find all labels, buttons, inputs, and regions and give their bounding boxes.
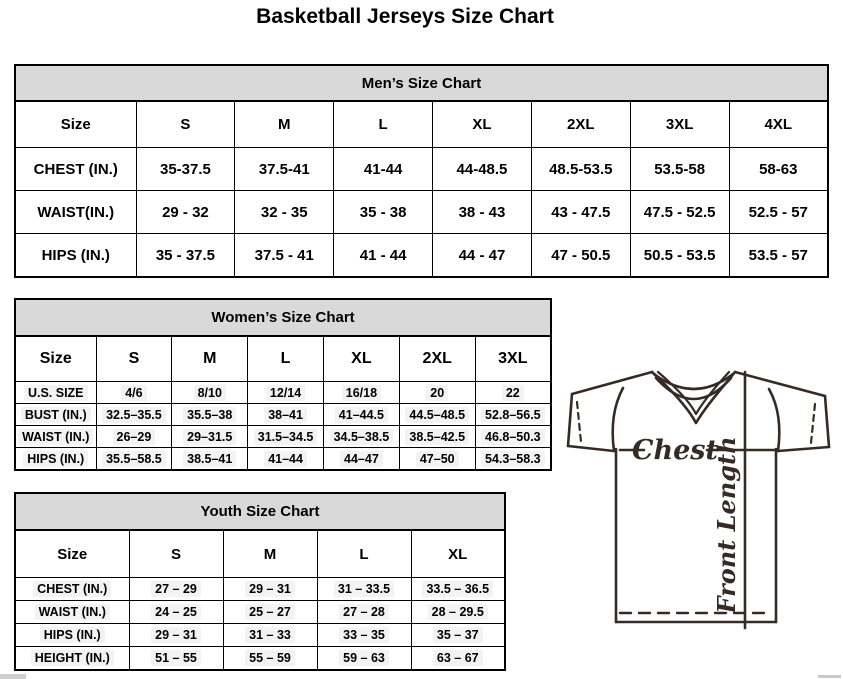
- size-value-cell: 32 - 35: [235, 191, 334, 234]
- size-value-cell: 20: [399, 382, 475, 404]
- size-value-cell: 27 – 29: [129, 578, 223, 601]
- table-row: [15, 234, 828, 278]
- column-header-cell: L: [248, 337, 324, 382]
- column-header-cell: XL: [411, 531, 505, 578]
- size-value-cell: 41–44: [248, 448, 324, 471]
- bottom-left-fragment: [0, 674, 26, 679]
- size-value-cell: 47 - 50.5: [531, 234, 630, 278]
- youth-size-table: [14, 530, 506, 671]
- size-value-cell: 44 - 47: [433, 234, 532, 278]
- column-header-cell: XL: [323, 337, 399, 382]
- size-value-cell: 33 – 35: [317, 624, 411, 647]
- size-value-cell: 38 - 43: [433, 191, 532, 234]
- size-value-cell: 8/10: [172, 382, 248, 404]
- row-label-cell: HIPS (IN.): [15, 448, 96, 471]
- column-header-cell: 2XL: [531, 102, 630, 148]
- size-value-cell: 55 – 59: [223, 647, 317, 671]
- size-value-cell: 27 – 28: [317, 601, 411, 624]
- jersey-outline-icon: [557, 362, 842, 664]
- column-header-cell: S: [136, 102, 235, 148]
- size-value-cell: 41–44.5: [323, 404, 399, 426]
- mens-chart-title-band: [14, 64, 829, 101]
- womens-chart-title: Women’s Size Chart: [211, 309, 355, 326]
- table-row: [15, 601, 505, 624]
- row-label-cell: WAIST(IN.): [15, 191, 136, 234]
- column-header-cell: 4XL: [729, 102, 828, 148]
- size-value-cell: 41 - 44: [334, 234, 433, 278]
- table-row: [15, 647, 505, 671]
- size-value-cell: 38.5–42.5: [399, 426, 475, 448]
- chest-label: Chest: [632, 435, 718, 466]
- size-value-cell: 35 - 38: [334, 191, 433, 234]
- table-row: [15, 382, 551, 404]
- row-label-cell: CHEST (IN.): [15, 148, 136, 191]
- size-value-cell: 29–31.5: [172, 426, 248, 448]
- size-value-cell: 34.5–38.5: [323, 426, 399, 448]
- column-header-cell: 2XL: [399, 337, 475, 382]
- womens-chart-title-band: [14, 298, 552, 336]
- size-value-cell: 38–41: [248, 404, 324, 426]
- size-value-cell: 46.8–50.3: [475, 426, 551, 448]
- size-value-cell: 51 – 55: [129, 647, 223, 671]
- row-label-cell: WAIST (IN.): [15, 601, 129, 624]
- size-value-cell: 35-37.5: [136, 148, 235, 191]
- size-value-cell: 35.5–58.5: [96, 448, 172, 471]
- column-header-cell: L: [317, 531, 411, 578]
- corner-label-cell: Size: [15, 337, 96, 382]
- size-value-cell: 50.5 - 53.5: [630, 234, 729, 278]
- table-row: [15, 578, 505, 601]
- size-value-cell: 29 - 32: [136, 191, 235, 234]
- mens-size-table: [14, 101, 829, 278]
- page-title: Basketball Jerseys Size Chart: [256, 5, 554, 28]
- size-value-cell: 54.3–58.3: [475, 448, 551, 471]
- size-value-cell: 44-48.5: [433, 148, 532, 191]
- size-value-cell: 22: [475, 382, 551, 404]
- corner-label-cell: Size: [15, 531, 129, 578]
- size-value-cell: 38.5–41: [172, 448, 248, 471]
- size-value-cell: 12/14: [248, 382, 324, 404]
- row-label-cell: CHEST (IN.): [15, 578, 129, 601]
- size-value-cell: 37.5 - 41: [235, 234, 334, 278]
- table-row: [15, 426, 551, 448]
- row-label-cell: HEIGHT (IN.): [15, 647, 129, 671]
- size-value-cell: 29 – 31: [129, 624, 223, 647]
- column-header-cell: 3XL: [630, 102, 729, 148]
- size-value-cell: 35 - 37.5: [136, 234, 235, 278]
- mens-chart-title: Men’s Size Chart: [361, 74, 482, 92]
- row-label-cell: HIPS (IN.): [15, 234, 136, 278]
- size-value-cell: 35 – 37: [411, 624, 505, 647]
- column-header-cell: XL: [433, 102, 532, 148]
- size-value-cell: 44–47: [323, 448, 399, 471]
- size-value-cell: 41-44: [334, 148, 433, 191]
- table-row: [15, 148, 828, 191]
- size-value-cell: 63 – 67: [411, 647, 505, 671]
- jersey-measurement-diagram: [557, 362, 842, 664]
- column-header-cell: M: [223, 531, 317, 578]
- size-value-cell: 29 – 31: [223, 578, 317, 601]
- row-label-cell: WAIST (IN.): [15, 426, 96, 448]
- size-value-cell: 4/6: [96, 382, 172, 404]
- table-row: [15, 448, 551, 471]
- size-value-cell: 28 – 29.5: [411, 601, 505, 624]
- size-value-cell: 52.5 - 57: [729, 191, 828, 234]
- size-value-cell: 24 – 25: [129, 601, 223, 624]
- size-value-cell: 53.5 - 57: [729, 234, 828, 278]
- size-value-cell: 32.5–35.5: [96, 404, 172, 426]
- size-value-cell: 31.5–34.5: [248, 426, 324, 448]
- table-row: [15, 404, 551, 426]
- column-header-cell: M: [172, 337, 248, 382]
- size-value-cell: 44.5–48.5: [399, 404, 475, 426]
- size-value-cell: 53.5-58: [630, 148, 729, 191]
- size-value-cell: 16/18: [323, 382, 399, 404]
- size-value-cell: 47.5 - 52.5: [630, 191, 729, 234]
- size-value-cell: 43 - 47.5: [531, 191, 630, 234]
- size-value-cell: 25 – 27: [223, 601, 317, 624]
- size-value-cell: 58-63: [729, 148, 828, 191]
- column-header-cell: M: [235, 102, 334, 148]
- column-header-cell: S: [129, 531, 223, 578]
- column-header-cell: L: [334, 102, 433, 148]
- size-value-cell: 48.5-53.5: [531, 148, 630, 191]
- size-value-cell: 31 – 33: [223, 624, 317, 647]
- row-label-cell: U.S. SIZE: [15, 382, 96, 404]
- size-value-cell: 35.5–38: [172, 404, 248, 426]
- column-header-cell: S: [96, 337, 172, 382]
- size-value-cell: 59 – 63: [317, 647, 411, 671]
- size-value-cell: 31 – 33.5: [317, 578, 411, 601]
- table-row: [15, 191, 828, 234]
- table-row: [15, 624, 505, 647]
- youth-chart-title: Youth Size Chart: [200, 503, 320, 520]
- row-label-cell: HIPS (IN.): [15, 624, 129, 647]
- size-value-cell: 37.5-41: [235, 148, 334, 191]
- size-value-cell: 33.5 – 36.5: [411, 578, 505, 601]
- youth-chart-title-band: [14, 492, 506, 530]
- size-value-cell: 26–29: [96, 426, 172, 448]
- bottom-right-fragment: [818, 675, 841, 678]
- row-label-cell: BUST (IN.): [15, 404, 96, 426]
- womens-size-table: [14, 336, 552, 471]
- size-value-cell: 52.8–56.5: [475, 404, 551, 426]
- corner-label-cell: Size: [15, 102, 136, 148]
- front-length-label: Front Length: [712, 436, 741, 614]
- column-header-cell: 3XL: [475, 337, 551, 382]
- size-value-cell: 47–50: [399, 448, 475, 471]
